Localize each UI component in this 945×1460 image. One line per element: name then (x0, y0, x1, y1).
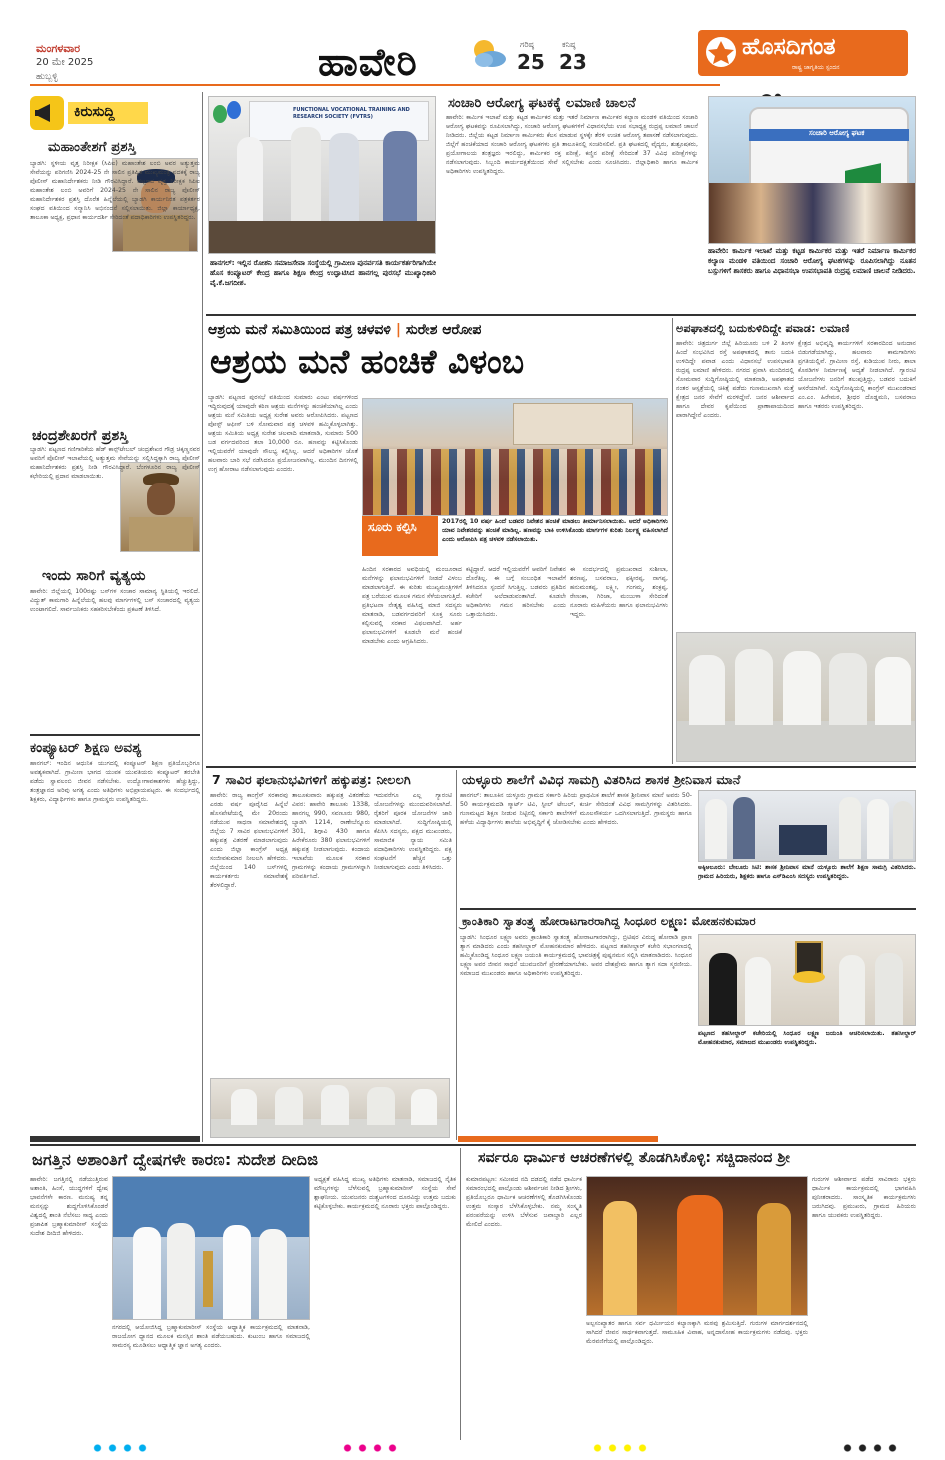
section-rule-1 (206, 314, 916, 316)
kiru-2-text: ಬ್ಯಾಡಗಿ: ಪಟ್ಟಣದ ಗಣಿಗಾರಿಕೆಯ ಹೆಡ್ ಕಾನ್ಸ್‌ಟೇಬಲ್ ಚಂದ್ರಶೇಖರ ಗೌಡ್ರ ಚಿಕ್ಕಣ್ಣನವರ ಅವರಿಗೆ ಪೊಲೀಸ್ ಇಲಾಖೆಯಲ್ಲಿ ಅತ್ಯುತ್ತಮ ಸೇವೆಯನ್ನು ಸಲ್ಲಿಸಿದ್ದಕ್ಕಾಗಿ ರಾಜ್ಯ ಪೊಲೀಸ್ ಮಹಾನಿರ್ದೇಶಕರು ಪ್ರಶಸ್ತಿ ನೀಡಿ ಗೌರವಿಸಿದ್ದಾರೆ. ಬೆಂಗಳೂರಿನ ರಾಜ್ಯ ಪೊಲೀಸ್ ಕಛೇರಿಯಲ್ಲಿ ಪ್ರದಾನ ಮಾಡಲಾಯಿತು. (30, 446, 200, 480)
masthead-place: ಹುಬ್ಬಳ್ಳಿ (36, 72, 58, 82)
min-temp: 23 (559, 50, 587, 74)
section-rule-4 (30, 1144, 916, 1146)
person-figure (689, 655, 725, 725)
apaghata-photo (676, 632, 916, 762)
kiru-divider (30, 734, 200, 736)
masthead-day: ಮಂಗಳವಾರ (36, 42, 81, 55)
sachchidananda-photo (586, 1176, 808, 1316)
ashraya-headline: ಆಶ್ರಯ ಮನೆ ಹಂಚಿಕೆ ವಿಳಂಬ (210, 342, 525, 381)
ashraya-kicker-sub: ಸುರೇಶ ಆರೋಪ (405, 322, 482, 338)
ashraya-kicker-main: ಆಶ್ರಯ ಮನೆ ಸಮಿತಿಯಿಂದ ಪತ್ರ ಚಳವಳಿ (208, 322, 391, 338)
accent-stripe-mid (458, 1136, 658, 1142)
lamani1-title: ಸಂಚಾರಿ ಆರೋಗ್ಯ ಘಟಕಕ್ಕೆ ಲಮಾಣಿ ಚಾಲನೆ (448, 96, 636, 111)
mid-divider (456, 770, 457, 1140)
kiru-4-title: ಕಂಪ್ಯೂಟರ್ ಶಿಕ್ಷಣ ಅವಶ್ಯ (30, 740, 142, 756)
ashraya-kicker (208, 322, 481, 338)
person-figure (875, 953, 903, 1026)
person-figure (757, 1203, 791, 1316)
balloon-icon (213, 105, 227, 123)
garland-icon (793, 971, 825, 983)
balloon-icon (227, 101, 241, 119)
sindhoora-photo (698, 934, 916, 1026)
phalanubhavi-photo (210, 1078, 450, 1138)
person-figure (167, 1223, 195, 1320)
protest-crowd (363, 449, 668, 516)
kiru-1-title: ಮಹಾಂತೇಶಗೆ ಪ್ರಶಸ್ತಿ (48, 140, 136, 155)
person-figure (321, 1085, 349, 1125)
ashraya-photo-caption: 2017ರಲ್ಲಿ 10 ವರ್ಷ ಹಿಂದೆ ಬಡವರ ನಿವೇಶನ ಹಂಚಿಕೆ ಮಾಡಲು ತೀರ್ಮಾನಿಸಲಾಯಿತು. ಆದರೆ ಅಧಿಕಾರಿಗಳು ಯಾವ ನಿವೇಶನವನ್ನು ಹಂಚಿಕೆ ಮಾಡಿಲ್ಲ. ಹಣವನ್ನು ಬಾಕಿ ಉಳಿಸಿಕೊಂಡು ಮಾರ್ಗಗಳ ಕುರಿತು ನಿರ್ಲಕ್ಷ್ಯ ವಹಿಸಲಾಗಿದೆ ಎಂದು ಆರೋಪಿಸಿ ಪತ್ರ ಚಳವಳಿ ನಡೆಸಲಾಯಿತು. (442, 518, 668, 543)
phalanubhavi-col3: ಇದುವರೆಗೂ ಎಲ್ಲ ಗ್ಯಾರಂಟಿ ಯೋಜನೆಗಳನ್ನು ಮುಂದುವರಿಸಲಾಗಿದೆ. ರೈತರಿಗೆ ಪೂರಕ ಯೋಜನೆಗಳ ಜಾರಿ ಮಾಡಲಾಗಿದೆ. ಸುದ್ದಿಗೋಷ್ಠಿಯಲ್ಲಿ ಕೆಪಿಸಿಸಿ ಸದಸ್ಯರು, ಪಕ್ಷದ ಮುಖಂಡರು, ಸಾಮಾಜಿಕ ನ್ಯಾಯ ಸಮಿತಿ ಪದಾಧಿಕಾರಿಗಳು ಉಪಸ್ಥಿತರಿದ್ದರು. ಪಕ್ಷ ಸಂಘಟನೆಗೆ ಹೆಚ್ಚಿನ ಒತ್ತು ನೀಡಲಾಗುವುದು ಎಂದು ತಿಳಿಸಿದರು. (374, 792, 452, 871)
min-temp-label: ಕನಿಷ್ಠ (562, 40, 576, 49)
accent-stripe-left (30, 1136, 200, 1142)
yallapur-caption: ಅಕ್ಕಿಆಲೂರು: ಬೇಲೂರು ಸಿಟಿ: ಶಾಸಕ ಶ್ರೀನಿವಾಸ ಮಾನೆ ಯಳ್ಳೂರು ಶಾಲೆಗೆ ಶಿಕ್ಷಣ ಸಾಮಗ್ರಿ ವಿತರಿಸಿದರು. ಗ್ರಾಮದ ಹಿರಿಯರು, ಶಿಕ್ಷಕರು ಹಾಗೂ ಎಸ್‌ಡಿಎಂಸಿ ಸದಸ್ಯರು ಉಪಸ್ಥಿತರಿದ್ದರು. (698, 864, 916, 880)
person-figure (231, 1089, 257, 1125)
ashraya-photo (362, 398, 668, 516)
lamani1-caption: ಹಾವೇರಿ: ಕಾರ್ಮಿಕ ಇಲಾಖೆ ಮತ್ತು ಕಟ್ಟಡ ಕಾರ್ಮಿಕರ ಮತ್ತು ಇತರೆ ನಿರ್ಮಾಣ ಕಾರ್ಮಿಕರ ಕಲ್ಯಾಣ ಮಂಡಳಿ ವತಿಯಿಂದ ಸಂಚಾರಿ ಆರೋಗ್ಯ ಘಟಕಗಳನ್ನು ರೂಪಿಸಲಾಗಿದ್ದು ನೂತನ ಬಸ್ಸುಗಳಿಗೆ ಶಾಸಕರು ಹಾಗೂ ವಿಧಾನಸಭಾ ಉಪಸಭಾಪತಿ ರುದ್ರಪ್ಪ ಲಮಾಣಿ ಚಾಲನೆ ನೀಡಿದರು. (708, 247, 916, 276)
swami-figure (677, 1195, 723, 1316)
ashraya-col1: ಬ್ಯಾಡಗಿ: ಪಟ್ಟಣದ ಪುರಸಭೆ ವತಿಯಿಂದ ಸುಮಾರು ಎಂಟು ವರ್ಷಗಳಿಂದ ಇದ್ದಿರುವುದಕ್ಕೆ ಯಾವುದೇ ಕಠಿಣ ಆಶ್ರಯ ಮನೆಗಳನ್ನು ಹಂಚಿಕೆಯಾಗಿಲ್ಲ ಎಂದು ಆಶ್ರಯ ಮನೆ ಸಮಿತಿಯ ಅಧ್ಯಕ್ಷ ಸುರೇಶ ಅವರು ಆರೋಪಿಸಿದರು. ಪಟ್ಟಣದ ಪೋಸ್ಟ್ ಆಫೀಸ್ ಬಳಿ ಸೋಮವಾರ ಪತ್ರ ಚಳವಳಿ ಹಮ್ಮಿಕೊಳ್ಳಲಾಗಿತ್ತು. ಆಶ್ರಯ ಸಮಿತಿಯ ಅಧ್ಯಕ್ಷ ಸುರೇಶ ಚಲವಾದಿ ಮಾತನಾಡಿ, ಸುಮಾರು 500 ಬಡ ವರ್ಗದವರಿಂದ ತಲಾ 10,000 ರೂ. ಹಣವನ್ನು ಕಟ್ಟಿಸಿಕೊಂಡು ಇಲ್ಲಿಯವರೆಗೆ ಯಾವುದೇ ಸೌಲಭ್ಯ ಕಲ್ಪಿಸಿಲ್ಲ. ಆದರೆ ಅಧಿಕಾರಿಗಳ ಜೊತೆ ಹಲವಾರು ಬಾರಿ ಸಭೆ ನಡೆಸಿದರೂ ಪ್ರಯೋಜನವಾಗಿಲ್ಲ. ಮುಂದಿನ ದಿನಗಳಲ್ಲಿ ಉಗ್ರ ಹೋರಾಟ ನಡೆಸಲಾಗುವುದು ಎಂದರು. (208, 394, 358, 473)
person-figure (411, 1089, 437, 1125)
masthead-rule (30, 84, 720, 86)
brand-box (698, 30, 908, 76)
yallapur-title: ಯಳ್ಳೂರು ಶಾಲೆಗೆ ವಿವಿಧ ಸಾಮಗ್ರಿ ವಿತರಿಸಿದ ಶಾಸಕ ಶ್ರೀನಿವಾಸ ಮಾನೆ (462, 772, 741, 787)
top-photo-caption: ಹಾನಗಲ್: ಇಲ್ಲಿನ ರೋಶನಿ ಸಮಾಜಸೇವಾ ಸಂಸ್ಥೆಯಲ್ಲಿ ಗ್ರಾಮೀಣ ಪುನರ್ವಸತಿ ಕಾರ್ಯಕರ್ತರಿಗಾಗಿಯೇ ಹೊಸ ಕಂಪ್ಯೂಟರ್ ಕೇಂದ್ರ ಹಾಗೂ ಶಿಕ್ಷಣ ಕೇಂದ್ರ ಉದ್ಘಾಟಿಸಿದ ಹಾನಗಲ್ಲ ಪುರಸಭೆ ಮುಖ್ಯಾಧಿಕಾರಿ ವೈ.ಕೆ.ಜಗದೀಶ. (210, 259, 436, 288)
tv-box (779, 825, 827, 855)
print-registration-marks (840, 1444, 900, 1452)
sindhoora-text: ಬ್ಯಾಡಗಿ: ಸಿಂಧೂರ ಲಕ್ಷ್ಮಣ ಅವರು ಕ್ರಾಂತಿಕಾರಿ ಸ್ವಾತಂತ್ರ್ಯ ಹೋರಾಟಗಾರರಾಗಿದ್ದು, ಬ್ರಿಟಿಷರ ವಿರುದ್ಧ ಹೋರಾಡಿ ಪ್ರಾಣ ತ್ಯಾಗ ಮಾಡಿದರು ಎಂದು ತಹಸೀಲ್ದಾರ್ ಮೋಹನಕುಮಾರ ಹೇಳಿದರು. ಪಟ್ಟಣದ ತಹಸೀಲ್ದಾರ್ ಕಚೇರಿ ಸಭಾಂಗಣದಲ್ಲಿ ಹಮ್ಮಿಕೊಂಡಿದ್ದ ಸಿಂಧೂರ ಲಕ್ಷ್ಮಣ ಜಯಂತಿ ಕಾರ್ಯಕ್ರಮದಲ್ಲಿ ಭಾವಚಿತ್ರಕ್ಕೆ ಪುಷ್ಪನಮನ ಸಲ್ಲಿಸಿ ಮಾತನಾಡಿದರು. ಸಿಂಧೂರ ಲಕ್ಷ್ಮಣ ಅವರ ಜೀವನ ಸಾಧನೆ ಯುವಜನರಿಗೆ ಪ್ರೇರಣೆಯಾಗಬೇಕು. ಅವರ ದೇಶಪ್ರೇಮ ಹಾಗೂ ತ್ಯಾಗ ಸದಾ ಸ್ಮರಣೀಯ. ಸಮಾಜದ ಮುಖಂಡರು ಹಾಗೂ ಅಧಿಕಾರಿಗಳು ಉಪಸ್ಥಿತರಿದ್ದರು. (460, 934, 692, 977)
person-figure (783, 651, 821, 725)
phalanubhavi-col2: ತಾಲೂಕುವಾರು ಹಕ್ಕುಪತ್ರ ವಿತರಣೆಯ ವಿವರ: ಹಾವೇರಿ ತಾಲೂಕು 1338, ಹಾನಗಲ್ಲ 990, ಸವಣೂರು 980, ಬ್ಯಾಡಗಿ 1214, ರಾಣೇಬೆನ್ನೂರು 301, ಶಿಗ್ಗಾವಿ 430 ಹಾಗೂ ಹಿರೇಕೆರೂರು 380 ಫಲಾನುಭವಿಗಳಿಗೆ ಹಕ್ಕುಪತ್ರ ನೀಡಲಾಗುವುದು. ಕಂದಾಯ ಇಲಾಖೆಯ ಮೂಲಕ ಸರಕಾರ ಗ್ರಾಮಗಳನ್ನು ಕಂದಾಯ ಗ್ರಾಮಗಳನ್ನಾಗಿ ಪರಿವರ್ತಿಸಿದೆ. (292, 792, 370, 880)
sachchidananda-col3: ಗುರುಗಳ ಆಶೀರ್ವಾದ ಪಡೆದ ಸಾವಿರಾರು ಭಕ್ತರು ಧಾರ್ಮಿಕ ಕಾರ್ಯಕ್ರಮದಲ್ಲಿ ಭಾಗವಹಿಸಿ ಪುನೀತರಾದರು. ಸಾಂಸ್ಕೃತಿಕ ಕಾರ್ಯಕ್ರಮಗಳು ಜರುಗಿದವು. ಪ್ರಮುಖರು, ಗ್ರಾಮದ ಹಿರಿಯರು ಹಾಗೂ ಯುವಕರು ಉಪಸ್ಥಿತರಿದ್ದರು. (812, 1176, 916, 1219)
yallapur-text: ಹಾನಗಲ್: ತಾಲೂಕಿನ ಯಳ್ಳೂರು ಗ್ರಾಮದ ಸರ್ಕಾರಿ ಹಿರಿಯ ಪ್ರಾಥಮಿಕ ಶಾಲೆಗೆ ಶಾಸಕ ಶ್ರೀನಿವಾಸ ಮಾನೆ ಅವರು 50-50 ಕಾರ್ಯಕ್ರಮದಡಿ ಸ್ಮಾರ್ಟ್ ಟಿವಿ, ಸ್ಟೀಲ್ ಟೇಬಲ್, ಕುರ್ಚಿ ಸೇರಿದಂತೆ ವಿವಿಧ ಸಾಮಗ್ರಿಗಳನ್ನು ವಿತರಿಸಿದರು. ಗುಣಮಟ್ಟದ ಶಿಕ್ಷಣ ನೀಡುವ ನಿಟ್ಟಿನಲ್ಲಿ ಸರ್ಕಾರಿ ಶಾಲೆಗಳಿಗೆ ಮೂಲಸೌಕರ್ಯ ಒದಗಿಸಲಾಗುತ್ತಿದೆ. ಗ್ರಾಮಸ್ಥರು ಹಾಗೂ ಹಳೆಯ ವಿದ್ಯಾರ್ಥಿಗಳು ಶಾಲೆಯ ಅಭಿವೃದ್ಧಿಗೆ ಕೈ ಜೋಡಿಸಬೇಕು ಎಂದು ಹೇಳಿದರು. (460, 792, 692, 826)
person-figure (603, 1201, 637, 1316)
apaghata-col1: ಹಾವೇರಿ: ಚಿತ್ರದುರ್ಗ ಜಿಲ್ಲೆ ಹಿರಿಯೂರು ಬಳಿ 2 ತಿಂಗಳ ಹಿಂದೆ ಸಂಭವಿಸಿದ ರಸ್ತೆ ಅಪಘಾತದಲ್ಲಿ ತಾನು ಬದುಕಿ ಉಳಿದಿದ್ದೇ ಪವಾಡ ಎಂದು ವಿಧಾನಸಭೆ ಉಪಸಭಾಪತಿ ರುದ್ರಪ್ಪ ಲಮಾಣಿ ಹೇಳಿದರು. ನಗರದ ಪ್ರವಾಸಿ ಮಂದಿರದಲ್ಲಿ ಸೋಮವಾರ ಸುದ್ದಿಗೋಷ್ಠಿಯಲ್ಲಿ ಮಾತನಾಡಿ, ಅಪಘಾತದ ನಂತರ ಆಸ್ಪತ್ರೆಯಲ್ಲಿ ಚಿಕಿತ್ಸೆ ಪಡೆದು ಗುಣಮುಖನಾಗಿ ಮತ್ತೆ ಕ್ಷೇತ್ರದ ಜನರ ಸೇವೆಗೆ ಮರಳಿದ್ದೇನೆ. ಜನರ ಆಶೀರ್ವಾದ ಹಾಗೂ ದೇವರ ಕೃಪೆಯಿಂದ ಪ್ರಾಣಾಪಾಯದಿಂದ ಪಾರಾಗಿದ್ದೇನೆ ಎಂದರು. (676, 340, 794, 419)
crowd (709, 183, 916, 244)
sudesh-col1: ಹಾವೇರಿ: ಜಗತ್ತಿನಲ್ಲಿ ನಡೆಯುತ್ತಿರುವ ಅಶಾಂತಿ, ಹಿಂಸೆ, ಯುದ್ಧಗಳಿಗೆ ದ್ವೇಷ ಭಾವನೆಗಳೇ ಕಾರಣ. ಮನುಷ್ಯ ತನ್ನ ಮನಸ್ಸನ್ನು ಶುದ್ಧಗೊಳಿಸಿಕೊಂಡರೆ ವಿಶ್ವದಲ್ಲಿ ಶಾಂತಿ ನೆಲೆಸಲು ಸಾಧ್ಯ ಎಂದು ಪ್ರಜಾಪಿತ ಬ್ರಹ್ಮಾಕುಮಾರೀಸ್ ಸಂಸ್ಥೆಯ ಸುದೇಶ ದೀದಿಜಿ ಹೇಳಿದರು. (30, 1176, 108, 1237)
max-temp: 25 (517, 50, 545, 74)
person-figure (709, 953, 737, 1026)
person-figure (705, 799, 727, 859)
section-rule-3 (460, 908, 916, 910)
phalanubhavi-title: 7 ಸಾವಿರ ಫಲಾನುಭವಿಗಳಿಗೆ ಹಕ್ಕುಪತ್ರ: ನೀಲಲಗಿ (212, 772, 411, 787)
person-figure (275, 1087, 303, 1125)
sachchidananda-title: ಸರ್ವರೂ ಧಾರ್ಮಿಕ ಆಚರಣೆಗಳಲ್ಲಿ ತೊಡಗಿಸಿಕೊಳ್ಳಿ: ಸಚ್ಚಿದಾನಂದ ಶ್ರೀ (478, 1150, 791, 1166)
kiru-2-title: ಚಂದ್ರಶೇಖರಗೆ ಪ್ರಶಸ್ತಿ (32, 428, 129, 444)
ambulance-van (749, 107, 909, 187)
person-figure (133, 1227, 161, 1320)
banner-board-text: FUNCTIONAL VOCATIONAL TRAINING AND RESEARCH SOCIETY (FVTRS) (293, 107, 410, 120)
apaghata-title: ಅಪಘಾತದಲ್ಲಿ ಬದುಕುಳಿದಿದ್ದೇ ಪವಾಡ: ಲಮಾಣಿ (676, 322, 850, 335)
max-temp-label: ಗರಿಷ್ಠ (520, 40, 534, 49)
lamani1-photo (708, 96, 916, 244)
sudesh-photo (112, 1176, 310, 1320)
brand-emblem-icon (706, 37, 736, 67)
bottom-divider (460, 1148, 461, 1440)
masthead-date: 20 ಮೇ 2025 (36, 57, 94, 68)
ashraya-col3: ಕಟ್ಟಿದ್ದಾರೆ. ಆದರೆ ಇಲ್ಲಿಯವರೆಗೆ ಆವರಿಗೆ ನಿವೇಶನ ದೊರೆತಿಲ್ಲ. ಈ ಬಗ್ಗೆ ಸಂಬಂಧಿತ ಇಲಾಖೆಗೆ ತಿಳಿಸಿದರೂ ಸ್ಪಂದನೆ ಸಿಗುತ್ತಿಲ್ಲ. ಬಡವರು ಪ್ರತಿದಿನ ಕಚೇರಿಗೆ ಅಲೆದಾಡುವಂತಾಗಿದೆ. ಕೂಡಲೇ ಅಧಿಕಾರಿಗಳು ಗಮನ ಹರಿಸಬೇಕು ಎಂದು ಒತ್ತಾಯಿಸಿದರು. (466, 566, 566, 618)
person-figure (367, 1087, 395, 1125)
brand-tagline: ರಾಷ್ಟ್ರ ಜಾಗೃತಿಯ ಸ್ಪಂದನ (792, 64, 840, 71)
person-figure (223, 1225, 251, 1320)
ashraya-col4: ಈ ಸಂದರ್ಭದಲ್ಲಿ ಪ್ರಮುಖರಾದ ಸುಶೀಲಾ, ಶರಣಪ್ಪ, ಬಸವರಾಜ, ಫಕ್ಕೀರಪ್ಪ, ನಾಗಪ್ಪ, ಹನುಮಂತಪ್ಪ, ಲಕ್ಷ್ಮೀ, ಗಂಗಮ್ಮ, ಶಂಕ್ರಪ್ಪ, ರೇಣುಕಾ, ಗಿರಿಜಾ, ಮಂಜುಳಾ ಸೇರಿದಂತೆ ನೂರಾರು ಮಹಿಳೆಯರು ಹಾಗೂ ಫಲಾನುಭವಿಗಳು ಇದ್ದರು. (570, 566, 668, 618)
ashraya-banner-label: ಸೂರು ಕಲ್ಪಿಸಿ (368, 520, 417, 534)
sudesh-col3: ಅಧ್ಯಕ್ಷತೆ ವಹಿಸಿದ್ದ ಮುಖ್ಯ ಅತಿಥಿಗಳು ಮಾತನಾಡಿ, ಸಮಾಜದಲ್ಲಿ ನೈತಿಕ ಮೌಲ್ಯಗಳನ್ನು ಬೆಳೆಸುವಲ್ಲಿ ಬ್ರಹ್ಮಾಕುಮಾರೀಸ್ ಸಂಸ್ಥೆಯ ಸೇವೆ ಶ್ಲಾಘನೀಯ. ಯುವಜನರು ದುಶ್ಚಟಗಳಿಂದ ದೂರವಿದ್ದು ಉತ್ತಮ ಬದುಕು ಕಟ್ಟಿಕೊಳ್ಳಬೇಕು. ಕಾರ್ಯಕ್ರಮದಲ್ಲಿ ನೂರಾರು ಭಕ್ತರು ಪಾಲ್ಗೊಂಡಿದ್ದರು. (314, 1176, 456, 1210)
apaghata-divider (672, 318, 673, 764)
person-figure (259, 1229, 287, 1320)
kicker-separator: | (395, 322, 406, 338)
person-figure (867, 799, 889, 859)
person-figure (733, 797, 755, 859)
brand-name: ಹೊಸದಿಗಂತ (742, 34, 836, 60)
person-figure (735, 649, 773, 725)
kiru-4-text: ಹಾನಗಲ್: ಇಂದಿನ ಆಧುನಿಕ ಯುಗದಲ್ಲಿ ಕಂಪ್ಯೂಟರ್ ಶಿಕ್ಷಣ ಪ್ರತಿಯೊಬ್ಬರಿಗೂ ಅವಶ್ಯಕವಾಗಿದೆ. ಗ್ರಾಮೀಣ ಭಾಗದ ಯುವಕ ಯುವತಿಯರು ಕಂಪ್ಯೂಟರ್ ತರಬೇತಿ ಪಡೆದು ಸ್ವಾವಲಂಬಿ ಜೀವನ ನಡೆಸಬೇಕು. ಉದ್ಯೋಗಾವಕಾಶಗಳು ಹೆಚ್ಚುತ್ತಿದ್ದು, ತಂತ್ರಜ್ಞಾನದ ಅರಿವು ಅಗತ್ಯ ಎಂದು ಅತಿಥಿಗಳು ಅಭಿಪ್ರಾಯಪಟ್ಟರು. ಈ ಸಂದರ್ಭದಲ್ಲಿ ಶಿಕ್ಷಕರು, ವಿದ್ಯಾರ್ಥಿಗಳು ಹಾಗೂ ಗ್ರಾಮಸ್ಥರು ಉಪಸ್ಥಿತರಿದ್ದರು. (30, 760, 200, 803)
computer-desk (209, 221, 436, 254)
ashraya-photo-banner (362, 516, 438, 556)
sachchidananda-col1: ಕುಮಾರಪಟ್ಟಣ: ಸಮೀಪದ ನದಿ ದಡದಲ್ಲಿ ನಡೆದ ಧಾರ್ಮಿಕ ಸಮಾರಂಭದಲ್ಲಿ ಪಾಲ್ಗೊಂಡು ಆಶೀರ್ವಚನ ನೀಡಿದ ಶ್ರೀಗಳು, ಪ್ರತಿಯೊಬ್ಬರೂ ಧಾರ್ಮಿಕ ಆಚರಣೆಗಳಲ್ಲಿ ತೊಡಗಿಸಿಕೊಂಡು ಉತ್ತಮ ಸಂಸ್ಕಾರ ಬೆಳೆಸಿಕೊಳ್ಳಬೇಕು. ನಮ್ಮ ಸಂಸ್ಕೃತಿ ಪರಂಪರೆಯನ್ನು ಉಳಿಸಿ ಬೆಳೆಸುವ ಜವಾಬ್ದಾರಿ ಎಲ್ಲರ ಮೇಲಿದೆ ಎಂದರು. (466, 1176, 582, 1228)
district-name: ಹಾವೇರಿ (318, 40, 418, 84)
kiru-3-text: ಹಾವೇರಿ: ಜಿಲ್ಲೆಯಲ್ಲಿ 100ರಷ್ಟು ಬಸ್‌ಗಳ ಸಂಚಾರ ಸಾಮಾನ್ಯ ಸ್ಥಿತಿಯಲ್ಲಿ ಇರಲಿದೆ. ವಿದ್ಯುತ್ ಕಾಮಗಾರಿ ಹಿನ್ನೆಲೆಯಲ್ಲಿ ಹಲವು ಮಾರ್ಗಗಳಲ್ಲಿ ಬಸ್ ಸಂಚಾರದಲ್ಲಿ ವ್ಯತ್ಯಯ ಉಂಟಾಗಲಿದೆ. ಸಾರ್ವಜನಿಕರು ಸಹಕರಿಸಬೇಕೆಂದು ಪ್ರಕಟಣೆ ತಿಳಿಸಿದೆ. (30, 588, 200, 613)
person-figure (829, 653, 867, 725)
person-figure (893, 801, 913, 859)
sindhoora-title: ಕ್ರಾಂತಿಕಾರಿ ಸ್ವಾತಂತ್ರ್ಯ ಹೋರಾಟಗಾರರಾಗಿದ್ದ ಸಿಂಧೂರ ಲಕ್ಷ್ಮಣ: ಮೋಹನಕುಮಾರ (462, 914, 756, 928)
top-photo (208, 96, 436, 254)
section-rule-2 (206, 766, 916, 768)
van-label: ಸಂಚಾರಿ ಆರೋಗ್ಯ ಘಟಕ (809, 129, 865, 137)
print-registration-marks (590, 1444, 650, 1452)
kirusuddi-label: ಕಿರುಸುದ್ದಿ (74, 104, 115, 120)
sudesh-title: ಜಗತ್ತಿನ ಅಶಾಂತಿಗೆ ದ್ವೇಷಗಳೇ ಕಾರಣ: ಸುದೇಶ ದೀದಿಜಿ (32, 1150, 319, 1169)
press-table (677, 721, 916, 762)
print-registration-marks (340, 1444, 400, 1452)
person-figure (839, 797, 861, 859)
kirusuddi-header (30, 96, 200, 130)
weather-icon (466, 34, 510, 74)
person-figure (875, 657, 911, 725)
sudesh-col2: ನಗರದಲ್ಲಿ ಆಯೋಜಿಸಿದ್ದ ಬ್ರಹ್ಮಾಕುಮಾರೀಸ್ ಸಂಸ್ಥೆಯ ಆಧ್ಯಾತ್ಮಿಕ ಕಾರ್ಯಕ್ರಮದಲ್ಲಿ ಮಾತನಾಡಿ, ರಾಜಯೋಗ ಧ್ಯಾನದ ಮೂಲಕ ಮನಸ್ಸಿನ ಶಾಂತಿ ಪಡೆಯಬಹುದು. ಕುಟುಂಬ ಹಾಗೂ ಸಮಾಜದಲ್ಲಿ ಸಾಮರಸ್ಯ ಮೂಡಿಸಲು ಆಧ್ಯಾತ್ಮಿಕ ಜ್ಞಾನ ಅಗತ್ಯ ಎಂದರು. (112, 1324, 310, 1349)
ashraya-col2: ಹಿಂದಿನ ಸರಕಾರದ ಅವಧಿಯಲ್ಲಿ ಮಂಜೂರಾದ ಮನೆಗಳನ್ನು ಫಲಾನುಭವಿಗಳಿಗೆ ನೀಡದೆ ವಿಳಂಬ ಮಾಡಲಾಗುತ್ತಿದೆ. ಈ ಕುರಿತು ಮುಖ್ಯಮಂತ್ರಿಗಳಿಗೆ ಪತ್ರ ಬರೆಯುವ ಮೂಲಕ ಗಮನ ಸೆಳೆಯಲಾಗುತ್ತಿದೆ. ಪ್ರತಿಭಟನಾ ನೇತೃತ್ವ ವಹಿಸಿದ್ದ ಮಾಜಿ ಸದಸ್ಯರು ಮಾತನಾಡಿ, ಬಡವರ್ಗದವರಿಗೆ ಸೂಕ್ತ ಸೂರು ಕಲ್ಪಿಸುವಲ್ಲಿ ಸರಕಾರ ವಿಫಲವಾಗಿದೆ. ಅರ್ಹ ಫಲಾನುಭವಿಗಳಿಗೆ ಕೂಡಲೇ ಮನೆ ಹಂಚಿಕೆ ಮಾಡಬೇಕು ಎಂದು ಆಗ್ರಹಿಸಿದರು. (362, 566, 462, 645)
lamp-icon (203, 1251, 213, 1307)
portrait-frame (795, 941, 823, 975)
masthead (0, 0, 945, 88)
post-office-building (513, 403, 633, 445)
sachchidananda-col2: ಅಲ್ಪಸಂಖ್ಯಾತರ ಹಾಗೂ ಸರ್ವ ಧರ್ಮೀಯರ ಕಲ್ಯಾಣಕ್ಕಾಗಿ ಮಠವು ಶ್ರಮಿಸುತ್ತಿದೆ. ಗುರುಗಳ ಮಾರ್ಗದರ್ಶನದಲ್ಲಿ ಸಾಗಿದರೆ ಜೀವನ ಸಾರ್ಥಕವಾಗುತ್ತದೆ. ಸಾಮೂಹಿಕ ವಿವಾಹ, ಅನ್ನದಾಸೋಹ ಕಾರ್ಯಕ್ರಮಗಳು ನಡೆದವು. ಭಕ್ತರು ಮೆರವಣಿಗೆಯಲ್ಲಿ ಪಾಲ್ಗೊಂಡಿದ್ದರು. (586, 1320, 808, 1345)
apaghata-col2: ಕ್ಷೇತ್ರದ ಅಭಿವೃದ್ಧಿ ಕಾರ್ಯಗಳಿಗೆ ಸರಕಾರದಿಂದ ಅನುದಾನ ಬಿಡುಗಡೆಯಾಗಿದ್ದು, ಹಲವಾರು ಕಾಮಗಾರಿಗಳು ಪ್ರಗತಿಯಲ್ಲಿವೆ. ಗ್ರಾಮೀಣ ರಸ್ತೆ, ಕುಡಿಯುವ ನೀರು, ಶಾಲಾ ಕೊಠಡಿಗಳ ನಿರ್ಮಾಣಕ್ಕೆ ಆದ್ಯತೆ ನೀಡಲಾಗಿದೆ. ಗ್ಯಾರಂಟಿ ಯೋಜನೆಗಳು ಜನರಿಗೆ ತಲುಪುತ್ತಿದ್ದು, ಬಡವರ ಬದುಕಿಗೆ ಆಸರೆಯಾಗಿವೆ. ಸುದ್ದಿಗೋಷ್ಠಿಯಲ್ಲಿ ಕಾಂಗ್ರೆಸ್ ಮುಖಂಡರಾದ ಎಂ.ಎಂ. ಹಿರೇಮಠ, ಶ್ರೀಧರ ದೊಡ್ಡಮನಿ, ಬಸವರಾಜ ಹಾಗೂ ಇತರರು ಉಪಸ್ಥಿತರಿದ್ದರು. (798, 340, 916, 410)
print-registration-marks (90, 1444, 150, 1452)
person-figure (745, 957, 771, 1026)
yallapur-photo (698, 790, 916, 862)
megaphone-icon (30, 96, 64, 130)
lamani1-text: ಹಾವೇರಿ: ಕಾರ್ಮಿಕ ಇಲಾಖೆ ಮತ್ತು ಕಟ್ಟಡ ಕಾರ್ಮಿಕರ ಮತ್ತು ಇತರೆ ನಿರ್ಮಾಣ ಕಾರ್ಮಿಕರ ಕಲ್ಯಾಣ ಮಂಡಳಿ ವತಿಯಿಂದ ಸಂಚಾರಿ ಆರೋಗ್ಯ ಘಟಕವನ್ನು ರೂಪಿಸಲಾಗಿದ್ದು, ಸಂಚಾರಿ ಆರೋಗ್ಯ ಘಟಕಗಳಿಗೆ ವಿಧಾನಸಭೆಯ ಉಪ ಸಭಾಧ್ಯಕ್ಷ ರುದ್ರಪ್ಪ ಲಮಾಣಿ ಚಾಲನೆ ನೀಡಿದರು. ಜಿಲ್ಲೆಯ ಕಟ್ಟಡ ನಿರ್ಮಾಣ ಕಾರ್ಮಿಕರು ಕೆಲಸ ಮಾಡುವ ಸ್ಥಳಕ್ಕೇ ತೆರಳಿ ಉಚಿತ ಆರೋಗ್ಯ ತಪಾಸಣೆ ನಡೆಸಲಾಗುವುದು. ಜಿಲ್ಲೆಗೆ ಹಂಚಿಕೆಯಾದ ಸಂಚಾರಿ ಆರೋಗ್ಯ ಘಟಕಗಳು ಪ್ರತಿ ತಾಲೂಕಿನಲ್ಲಿ ಸಂಚರಿಸಲಿವೆ. ಪ್ರತಿ ಘಟಕದಲ್ಲಿ ವೈದ್ಯರು, ಶುಶ್ರೂಷಕರು, ಪ್ರಯೋಗಾಲಯ ತಂತ್ರಜ್ಞರು ಇರಲಿದ್ದು, ಕಾರ್ಮಿಕರ ರಕ್ತ ಪರೀಕ್ಷೆ, ಕಣ್ಣಿನ ಪರೀಕ್ಷೆ ಸೇರಿದಂತೆ 37 ವಿವಿಧ ಪರೀಕ್ಷೆಗಳನ್ನು ನಡೆಸಲಾಗುವುದು. ಸಿಬ್ಬಂದಿ ಕಾರ್ಯದಕ್ಷತೆಯಿಂದ ಸೇವೆ ಸಲ್ಲಿಸಬೇಕು ಎಂದು ಸೂಚಿಸಿದರು. ಜಿಲ್ಲಾಧಿಕಾರಿ ಹಾಗೂ ಕಾರ್ಮಿಕ ಅಧಿಕಾರಿಗಳು ಉಪಸ್ಥಿತರಿದ್ದರು. (446, 114, 698, 175)
left-col-divider (202, 92, 203, 1142)
kiru-3-title: ಇಂದು ಸಾರಿಗೆ ವ್ಯತ್ಯಯ (42, 568, 146, 584)
person-figure (839, 955, 865, 1026)
phalanubhavi-col1: ಹಾವೇರಿ: ರಾಜ್ಯ ಕಾಂಗ್ರೆಸ್ ಸರಕಾರವು ಎರಡು ವರ್ಷ ಪೂರೈಸಿದ ಹಿನ್ನೆಲೆ ಹೊಸಪೇಟೆಯಲ್ಲಿ ಮೇ 20ರಂದು ನಡೆಯುವ ಸಾಧನಾ ಸಮಾವೇಶದಲ್ಲಿ ಜಿಲ್ಲೆಯ 7 ಸಾವಿರ ಫಲಾನುಭವಿಗಳಿಗೆ ಹಕ್ಕುಪತ್ರ ವಿತರಣೆ ಮಾಡಲಾಗುವುದು ಎಂದು ಜಿಲ್ಲಾ ಕಾಂಗ್ರೆಸ್ ಅಧ್ಯಕ್ಷ ಸಂಜೀವಕುಮಾರ ನೀಲಲಗಿ ಹೇಳಿದರು. ಜಿಲ್ಲೆಯಿಂದ 140 ಬಸ್‌ಗಳಲ್ಲಿ ಕಾರ್ಯಕರ್ತರು ಸಮಾವೇಶಕ್ಕೆ ತೆರಳಲಿದ್ದಾರೆ. (210, 792, 288, 889)
kiru-1-text: ಬ್ಯಾಡಗಿ: ಸ್ಥಳೀಯ ವೃತ್ತ ನಿರೀಕ್ಷಕ (ಸಿಪಿಐ) ಮಹಾಂತೇಶ ಲಂಬಿ ಅವರ ಅತ್ಯುತ್ತಮ ಸೇವೆಯನ್ನು ಪರಿಗಣಿಸಿ 2024-25 ನೇ ಸಾಲಿನ ಪ್ರತಿಷ್ಠಿತ ಮುಖ್ಯಮಂತ್ರಿ ಪದಕಕ್ಕೆ ರಾಜ್ಯ ಪೊಲೀಸ್ ಮಹಾನಿರ್ದೇಶಕರು ನೀಡಿ ಗೌರವಿಸಿದ್ದಾರೆ. ಪಟ್ಟಣದ ವೃತ್ತ ನಿರೀಕ್ಷಕ ಸಿಪಿಐ ಮಹಾಂತೇಶ ಲಂಬಿ ಅವರಿಗೆ 2024-25 ನೇ ಸಾಲಿನ ರಾಜ್ಯ ಪೊಲೀಸ್ ಮಹಾನಿರ್ದೇಶಕರ ಪ್ರಶಸ್ತಿ ದೊರೆತ ಹಿನ್ನೆಲೆಯಲ್ಲಿ ಬ್ಯಾಡಗಿ ಕಾರ್ಯನಿರತ ಪತ್ರಕರ್ತರ ಸಂಘದ ವತಿಯಿಂದ ಸನ್ಮಾನಿಸಿ ಅಭಿನಂದನೆ ಸಲ್ಲಿಸಲಾಯಿತು. ಜಿಲ್ಲಾ ಕಾರ್ಯಾಧ್ಯಕ್ಷ, ತಾಲೂಕಾ ಅಧ್ಯಕ್ಷ, ಪ್ರಧಾನ ಕಾರ್ಯದರ್ಶಿ ಸೇರಿದಂತೆ ಪದಾಧಿಕಾರಿಗಳು ಉಪಸ್ಥಿತರಿದ್ದರು. (30, 160, 200, 221)
sindhoora-caption: ಪಟ್ಟಣದ ತಹಸೀಲ್ದಾರ್ ಕಚೇರಿಯಲ್ಲಿ ಸಿಂಧೂರ ಲಕ್ಷ್ಮಣ ಜಯಂತಿ ಆಚರಿಸಲಾಯಿತು. ತಹಸೀಲ್ದಾರ್ ಮೋಹನಕುಮಾರ, ಸಮಾಜದ ಮುಖಂಡರು ಉಪಸ್ಥಿತರಿದ್ದರು. (698, 1030, 916, 1046)
